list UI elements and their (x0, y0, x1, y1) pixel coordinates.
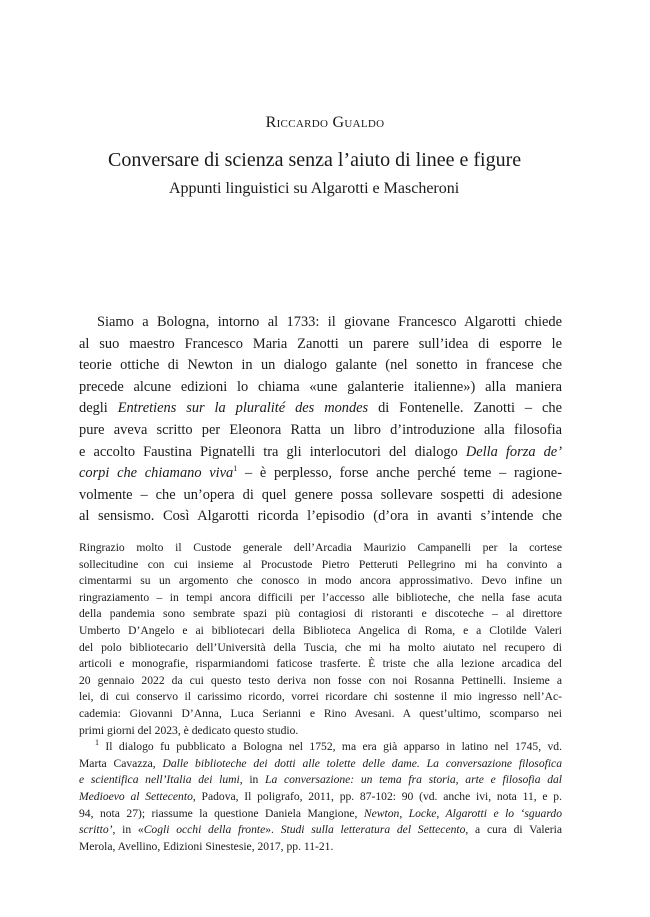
footnote-ref[interactable]: 1 (233, 464, 238, 474)
ack-line: sollecitudine con cui insieme al Procustode Pietro Petteruti Pellegrino mi ha convinto a (79, 557, 562, 571)
footnote-number: 1 (95, 738, 99, 748)
body-line: degli Entretiens sur la pluralité des mondes di Fontenelle. Zanotti – che (79, 400, 562, 417)
footnote-line: 94, nota 27); riassume la questione Daniela Mangione, Newton, Locke, Algarotti e lo ‘sguardo (79, 806, 562, 820)
footnote-line: scritto’, in «Cogli occhi della fronte». Studi sulla letteratura del Settecento, a cura di Valeria (79, 823, 563, 837)
body-line: al suo maestro Francesco Maria Zanotti un parere sull’idea di esporre le (79, 335, 562, 352)
body-line: teorie ottiche di Newton in un dialogo galante (nel sonetto in francese che (79, 357, 562, 374)
footnote-line: Marta Cavazza, Dalle biblioteche dei dotti alle tolette delle dame. La conversazione filosofica (79, 756, 562, 770)
footnote-line: Medioevo al Settecento, Padova, Il poligrafo, 2011, pp. 87-102: 90 (vd. anche ivi, nota 11, e p. (79, 789, 562, 803)
body-line: precede alcune edizioni lo chiama «une galanterie italienne») alla maniera (79, 378, 562, 395)
article-title: Conversare di scienza senza l’aiuto di linee e figure (108, 149, 522, 171)
body-line: e accolto Faustina Pignatelli tra gli interlocutori del dialogo Della forza de’ (79, 443, 562, 460)
ack-line: primi giorni del 2023, è dedicato questo studio. (79, 723, 299, 737)
ack-line: articoli e monografie, risparmiandomi faticose trasferte. È triste che alla lezione arcadica del (79, 657, 562, 671)
body-text (79, 312, 562, 528)
footnote-line: e scientifica nell’Italia dei lumi, in La conversazione: un tema fra storia, arte e filosofia dal (79, 773, 563, 787)
ack-line: del polo bibliotecario dell’Università della Tuscia, che mi ha molto aiutato nel recupero di (79, 640, 562, 654)
ack-line: Umberto D’Angelo e ai bibliotecari della Biblioteca Angelica di Roma, e a Clotilde Valeri (79, 623, 562, 637)
footnote-line: Merola, Avellino, Edizioni Sinestesie, 2017, pp. 11-21. (79, 839, 334, 853)
ack-line: cademia: Giovanni D’Anna, Luca Serianni e Rino Avesani. A quest’ultimo, scomparso nei (79, 706, 562, 720)
ack-line: Ringrazio molto il Custode generale dell’Arcadia Maurizio Campanelli per la cortese (79, 541, 562, 554)
ack-line: lei, di cui conservo il carissimo ricordo, vorrei ricordare chi sostenne il mio ingresso nell’Ac- (79, 690, 562, 704)
body-line: volmente – che un’opera di quel genere possa sollevare sospetti di adesione (79, 486, 562, 503)
body-line: corpi che chiamano viva$^1$ – è perplesso, forse anche perché teme – ragione- (79, 464, 562, 482)
body-line: Siamo a Bologna, intorno al 1733: il giovane Francesco Algarotti chiede (97, 314, 562, 330)
ack-line: 20 gennaio 2022 da cui questo testo deriva non fosse con noi Rosanna Pettinelli. Insieme a (79, 673, 562, 687)
ack-line: cimentarmi su un argomento che conosco in modo ancora approssimativo. Devo infine un (79, 574, 562, 588)
article-subtitle: Appunti linguistici su Algarotti e Mascheroni (169, 180, 460, 197)
ack-line: della pandemia sono sembrate spazi più contagiosi di ristoranti e discoteche – al direttore (79, 607, 562, 621)
body-line: al sensismo. Così Algarotti ricorda l’episodio (d’ora in avanti s’intende che (79, 508, 562, 525)
notes-section (79, 540, 562, 855)
ack-line: ringraziamento – in tempi ancora difficili per l’accesso alle biblioteche, che nella fase acuta (79, 590, 562, 604)
footnote-line: $^1$ Il dialogo fu pubblicato a Bologna nel 1752, ma era già apparso in latino nel 1745, vd. (95, 738, 562, 754)
author-name: Riccardo Gualdo (265, 114, 385, 131)
body-line: pure aveva scritto per Eleonora Ratta un libro d’introduzione alla filosofia (79, 421, 562, 438)
